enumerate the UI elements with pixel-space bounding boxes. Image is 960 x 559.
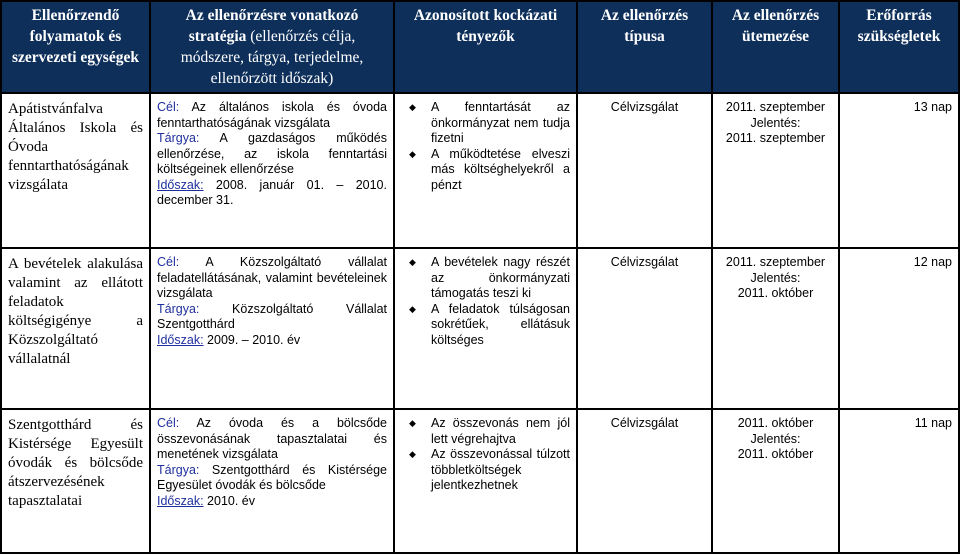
strategy-cell bbox=[150, 248, 394, 409]
goal-label: Cél: bbox=[157, 100, 180, 114]
diamond-bullet-icon: ◆ bbox=[409, 418, 416, 428]
resource-cell: 11 nap bbox=[839, 409, 959, 553]
subject-text: Közszolgáltató Vállalat Szentgotthárd bbox=[157, 301, 387, 331]
type-cell: Célvizsgálat bbox=[577, 409, 712, 553]
unit-cell: Apátistvánfalva Általános Iskola és Óvoda fenntarthatóságának vizsgálata bbox=[1, 93, 150, 248]
period-text: 2008. január 01. – 2010. december 31. bbox=[157, 177, 387, 207]
risk-list bbox=[401, 416, 570, 494]
goal-text: Az általános iskola és óvoda fenntarthatóságának vizsgálata bbox=[157, 100, 387, 130]
list-item: ◆ A működtetése elveszi más költséghelyekről a pénzt bbox=[409, 146, 570, 192]
goal-text: A Közszolgáltató vállalat feladatellátásának, valamint bevételeinek vizsgálata bbox=[157, 255, 387, 300]
subject-text: A gazdaságos működés ellenőrzése, az iskola fenntartási költségeinek ellenőrzése bbox=[157, 131, 387, 176]
risk-cell bbox=[394, 409, 577, 553]
header-row bbox=[1, 1, 959, 93]
period-text: 2010. év bbox=[203, 493, 255, 508]
header-schedule: Az ellenőrzés ütemezése bbox=[712, 1, 839, 93]
resource-cell: 12 nap bbox=[839, 248, 959, 409]
unit-cell: A bevételek alakulása valamint az ellátott feladatok költségigénye a Közszolgáltató vállalatnál bbox=[1, 248, 150, 409]
risk-list bbox=[401, 100, 570, 193]
subject-label: Tárgya: bbox=[157, 301, 200, 316]
report-date: 2011. október bbox=[737, 286, 814, 300]
schedule-date: 2011. szeptember bbox=[725, 255, 826, 269]
table-row bbox=[1, 409, 959, 553]
risk-cell bbox=[394, 93, 577, 248]
schedule-cell bbox=[712, 93, 839, 248]
list-item: ◆ Az összevonással túlzott többletköltségek jelentkezhetnek bbox=[409, 447, 570, 492]
header-strategy: Az ellenőrzésre vonatkozó stratégia (ellenőrzés célja, módszere, tárgya, terjedelme, ellenőrzött időszak) bbox=[150, 1, 394, 93]
header-resources: Erőforrás szükségletek bbox=[839, 1, 959, 93]
diamond-bullet-icon: ◆ bbox=[409, 148, 416, 159]
goal-text: Az óvoda és a bölcsőde összevonásának tapasztalatai és menetének vizsgálata bbox=[157, 416, 387, 461]
type-cell: Célvizsgálat bbox=[577, 93, 712, 248]
table-row bbox=[1, 93, 959, 248]
list-item: ◆ A bevételek nagy részét az önkormányzati támogatás teszi ki bbox=[409, 255, 570, 300]
goal-label: Cél: bbox=[157, 416, 180, 430]
risk-cell bbox=[394, 248, 577, 409]
header-type: Az ellenőrzés típusa bbox=[577, 1, 712, 93]
strategy-cell bbox=[150, 93, 394, 248]
type-cell: Célvizsgálat bbox=[577, 248, 712, 409]
subject-label: Tárgya: bbox=[157, 462, 200, 477]
diamond-bullet-icon: ◆ bbox=[409, 449, 416, 459]
risk-list bbox=[401, 255, 570, 348]
goal-label: Cél: bbox=[157, 255, 180, 269]
report-label: Jelentés: bbox=[750, 115, 801, 130]
schedule-cell bbox=[712, 409, 839, 553]
period-label: Időszak: bbox=[157, 177, 204, 192]
report-date: 2011. szeptember bbox=[725, 131, 826, 145]
report-label: Jelentés: bbox=[750, 431, 801, 446]
report-label: Jelentés: bbox=[750, 270, 801, 285]
resource-cell: 13 nap bbox=[839, 93, 959, 248]
list-item: ◆ A fenntartását az önkormányzat nem tudja fizetni bbox=[409, 100, 570, 145]
period-text: 2009. – 2010. év bbox=[203, 332, 301, 347]
diamond-bullet-icon: ◆ bbox=[409, 102, 416, 112]
subject-text: Szentgotthárd és Kistérsége Egyesület óvodák és bölcsőde bbox=[157, 462, 387, 492]
list-item: ◆ Az összevonás nem jól lett végrehajtva bbox=[409, 416, 570, 446]
diamond-bullet-icon: ◆ bbox=[409, 257, 416, 267]
period-label: Időszak: bbox=[157, 332, 204, 347]
report-date: 2011. október bbox=[737, 447, 814, 461]
schedule-date: 2011. szeptember bbox=[725, 100, 826, 114]
strategy-cell bbox=[150, 409, 394, 553]
header-risks: Azonosított kockázati tényezők bbox=[394, 1, 577, 93]
subject-label: Tárgya: bbox=[157, 131, 200, 145]
schedule-cell bbox=[712, 248, 839, 409]
unit-cell: Szentgotthárd és Kistérsége Egyesült óvodák és bölcsőde átszervezésének tapasztalatai bbox=[1, 409, 150, 553]
schedule-date: 2011. október bbox=[737, 416, 814, 430]
list-item: ◆ A feladatok túlságosan sokrétűek, ellátásuk költséges bbox=[409, 301, 570, 347]
header-units: Ellenőrzendő folyamatok és szervezeti egységek bbox=[1, 1, 150, 93]
diamond-bullet-icon: ◆ bbox=[409, 303, 416, 314]
period-label: Időszak: bbox=[157, 493, 204, 508]
table-row bbox=[1, 248, 959, 409]
